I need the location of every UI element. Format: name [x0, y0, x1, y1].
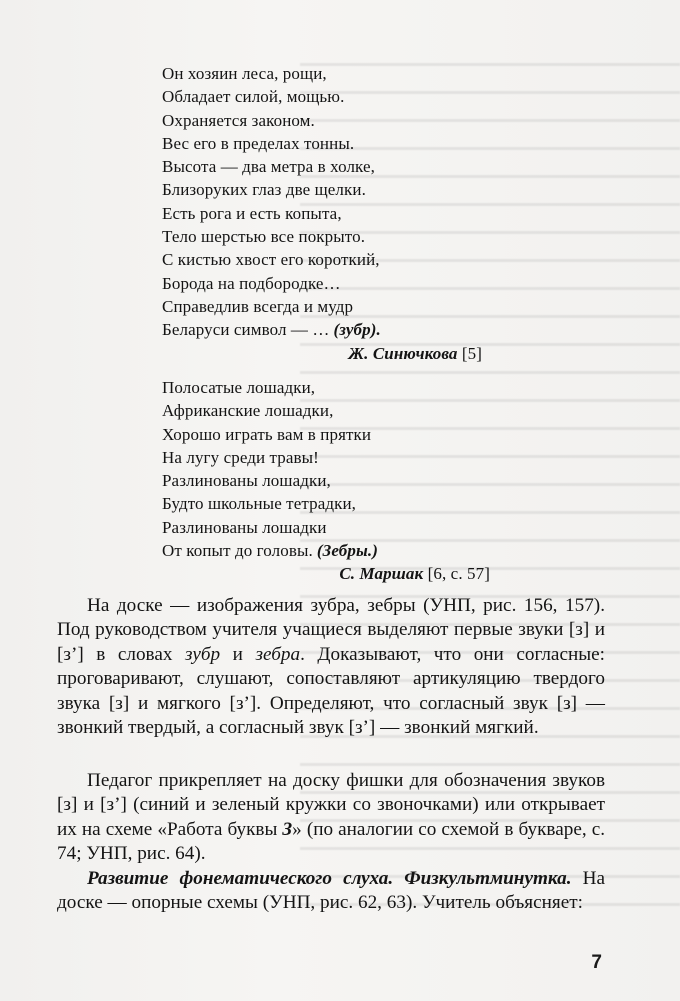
riddle-answer: (зубр).: [333, 320, 381, 340]
poem-author: С. Маршак: [339, 564, 424, 584]
text-run: Педагог прикрепляет на доску фишки для обозначения звуков [з] и [з’] (синий и зеленый кружки со звоночками) или открывает их на схеме «Работа буквы: [57, 770, 605, 840]
text-run: На доске — изображения зубра, зебры (УНП, рис. 156, 157). Под руководством учителя учащиеся выделяют первые звуки [з] и [з’] в словах: [57, 595, 605, 665]
poem-line: Будто школьные тетрадки,: [162, 494, 356, 514]
paragraph-sound-chips: [57, 769, 605, 867]
poem-line: Разлинованы лошадки,: [162, 471, 331, 491]
poem-attribution: [162, 342, 492, 365]
poem-line: Африканские лошадки,: [162, 401, 334, 421]
poem-line: Близоруких глаз две щелки.: [162, 180, 366, 200]
poem-line: Охраняется законом.: [162, 110, 315, 130]
poem-line: Он хозяин леса, рощи,: [162, 64, 327, 83]
poem-line: Полосатые лошадки,: [162, 378, 316, 397]
paragraph-text: [57, 594, 605, 740]
poem-line: Хорошо играть вам в прятки: [162, 424, 372, 444]
poem-line: Тело шерстью все покрыто.: [162, 227, 366, 247]
poem-zebra: [162, 376, 492, 586]
poem-reference: [6, с. 57]: [427, 564, 490, 584]
poem-line: На лугу среди травы!: [162, 447, 319, 467]
poem-line: Есть рога и есть копыта,: [162, 203, 342, 223]
text-run: На доске — опорные схемы (УНП, рис. 62, 63). Учитель объясняет:: [57, 868, 606, 914]
italic-letter: З: [282, 818, 293, 840]
poem-line-last: [162, 318, 492, 341]
page-number: 7: [591, 952, 602, 973]
poem-line: Вес его в пределах тонны.: [162, 133, 355, 153]
poem-line-text: От копыт до головы.: [162, 541, 313, 561]
italic-word: зубр: [185, 643, 221, 665]
text-run: . Доказывают, что они согласные: проговаривают, слушают, сопоставляют артикуляцию твердого звука [з] и мягкого [з’]. Определяют, что согласный звук [з] — звонкий твердый, а согласный звук [з’] — звонкий мягкий.: [57, 643, 605, 739]
poem-line-last: [162, 539, 492, 562]
poem-line: Борода на подбородке…: [162, 273, 341, 293]
poem-attribution: [162, 562, 492, 585]
poem-reference: [5]: [461, 343, 482, 363]
poem-line: Разлинованы лошадки: [162, 517, 327, 537]
paragraph-text: [57, 867, 605, 916]
section-lead-heading: Развитие фонематического слуха. Физкультминутка.: [87, 868, 572, 889]
poem-zubr: [162, 62, 492, 365]
poem-line: С кистью хвост его короткий,: [162, 250, 380, 270]
riddle-answer: (Зебры.): [316, 541, 378, 561]
poem-author: Ж. Синючкова: [348, 343, 458, 363]
italic-word: зебра: [255, 643, 301, 665]
text-run: » (по аналогии со схемой в букваре, с. 74; УНП, рис. 64).: [57, 818, 606, 865]
paragraph-board-images: [57, 594, 605, 740]
poem-line-text: Беларуси символ — …: [162, 320, 330, 340]
poem-line: Высота — два метра в холке,: [162, 157, 375, 177]
paragraph-phonemic-hearing: [57, 867, 605, 916]
text-run: и: [220, 643, 256, 665]
paragraph-text: [57, 769, 605, 867]
poem-line: Справедлив всегда и мудр: [162, 296, 354, 316]
poem-line: Обладает силой, мощью.: [162, 87, 345, 107]
